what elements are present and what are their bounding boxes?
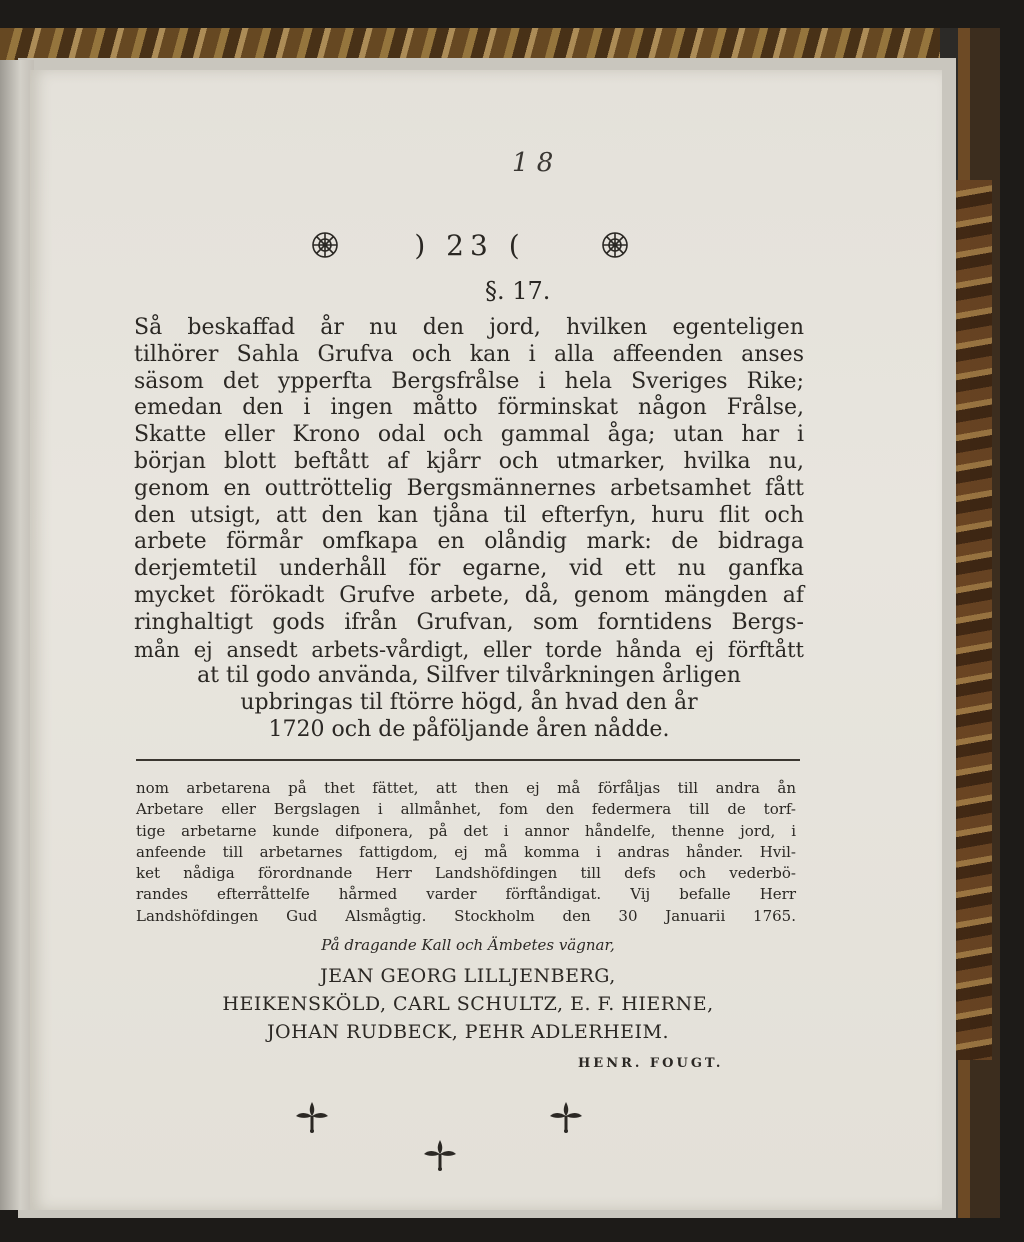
text-line: den utsigt, att den kan tjåna til efterfyn, huru flit och (134, 502, 804, 528)
text-line: tilhörer Sahla Grufva och kan i alla affeenden anses (134, 341, 804, 367)
text-line: derjemtetil underhåll för egarne, vid ett nu ganfka (134, 556, 804, 582)
signatory-line: JEAN GEORG LILLJENBERG, (320, 965, 616, 987)
text-line: emedan den i ingen måtto förminskat någon Frålse, (134, 395, 804, 421)
text-line: ket nådiga förordnande Herr Landshöfdingen till defs och vederbö- (136, 864, 796, 883)
text-line: säsom det ypperfta Bergsfrålse i hela Sveriges Rike; (134, 368, 804, 394)
text-line: nom arbetarena på thet fättet, att then ej må förfåljas till andra ån (136, 779, 796, 797)
text-line: Så beskaffad år nu den jord, hvilken egenteligen (134, 315, 804, 340)
footnote-paragraph (136, 778, 796, 927)
separator-rule (136, 759, 800, 761)
text-line: mycket förökadt Grufve arbete, då, genom mängden af (134, 582, 804, 608)
page-number: ) 23 ( (414, 228, 526, 262)
fleuron-icon (546, 1098, 586, 1134)
signatory-line: JOHAN RUDBECK, PEHR ADLERHEIM. (266, 1021, 670, 1043)
signatory-line: HEIKENSKÖLD, CARL SCHULTZ, E. F. HIERNE, (222, 993, 714, 1015)
main-paragraph (134, 315, 804, 744)
text-line: randes efterråttelfe hårmed varder förftåndigat. Vij befalle Herr (136, 885, 796, 904)
text-line: mån ej ansedt arbets-vårdigt, eller torde hånda ej förftått (134, 637, 804, 662)
handwritten-mark: 1 8 (512, 148, 554, 178)
text-line: Arbetare eller Bergslagen i allmånhet, fom den federmera till de torf- (136, 800, 796, 819)
text-line: Landshöfdingen Gud Alsmågtig. Stockholm den 30 Januarii 1765. (136, 906, 796, 925)
printer-name: HENR. FOUGT. (578, 1056, 724, 1071)
text-line: arbete förmår omfkapa en olåndig mark: de bidraga (134, 529, 804, 555)
left-page-edge (0, 60, 34, 1210)
text-line: genom en outtröttelig Bergsmännernes arbetsamhet fått (134, 475, 804, 501)
text-line: anfeende till arbetarnes fattigdom, ej må komma i andras hånder. Hvil- (136, 842, 796, 861)
fleuron-icon (420, 1136, 460, 1172)
text-line: ringhaltigt gods ifrån Grufvan, som forntidens Bergs- (134, 609, 804, 635)
text-line: Skatte eller Krono odal och gammal åga; utan har i (134, 422, 804, 448)
signatories (180, 962, 756, 1046)
book-page (30, 70, 942, 1210)
signature-intro: På dragande Kall och Ämbetes vägnar, (321, 936, 615, 954)
rosette-ornament-icon (310, 230, 340, 260)
book-cover-right-marbled (952, 180, 992, 1060)
text-line: at til godo använda, Silfver tilvårkningen årligen (197, 663, 741, 689)
section-heading: §. 17. (485, 277, 551, 305)
rosette-ornament-icon (600, 230, 630, 260)
fleuron-icon (292, 1098, 332, 1134)
text-line: upbringas til ftörre högd, ån hvad den år (240, 690, 698, 716)
text-line: 1720 och de påföljande åren nådde. (268, 716, 670, 742)
page-header (310, 225, 630, 265)
text-line: tige arbetarne kunde difponera, på det i annor håndelfe, thenne jord, i (136, 821, 796, 840)
text-line: början blott beftått af kjårr och utmarker, hvilka nu, (134, 448, 804, 474)
